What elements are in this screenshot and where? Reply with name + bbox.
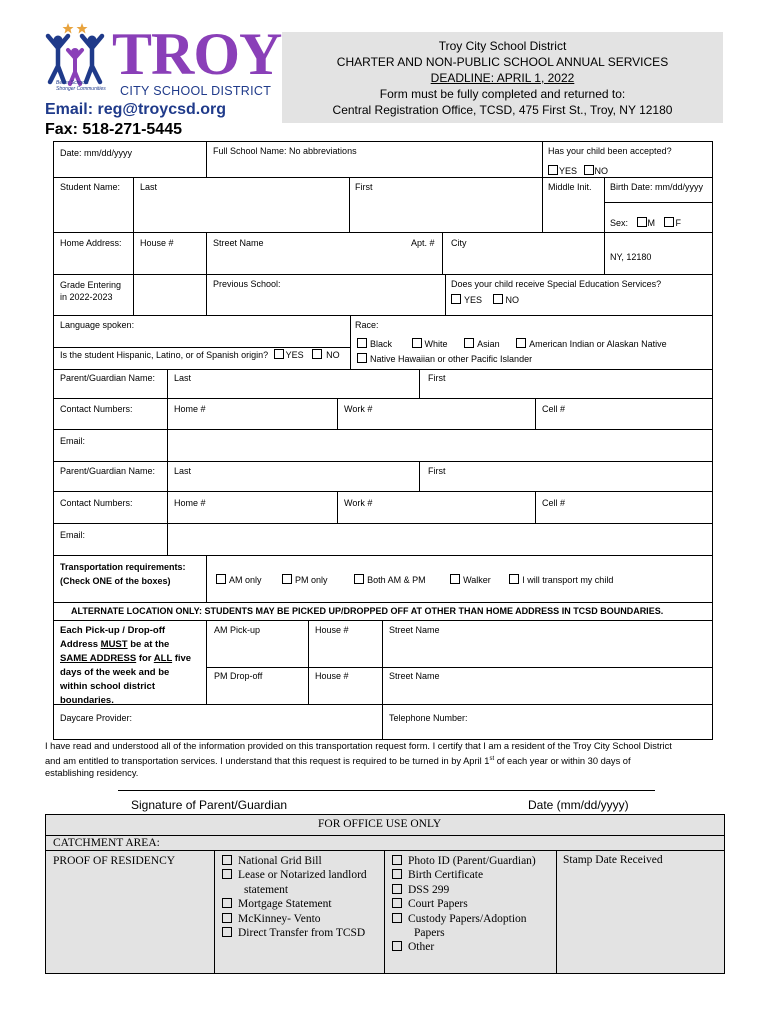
language-spoken-field[interactable]: Language spoken:: [60, 320, 135, 330]
house-number-field[interactable]: House #: [140, 238, 174, 248]
guardian1-first-field[interactable]: First: [428, 373, 446, 383]
city-field[interactable]: City: [451, 238, 467, 248]
transportation-label: Transportation requirements: (Check ONE of the boxes): [60, 562, 186, 586]
race-white-checkbox[interactable]: [412, 338, 422, 348]
sped-question: Does your child receive Special Education Services?: [451, 279, 662, 289]
hispanic-no-checkbox[interactable]: [312, 349, 322, 359]
telephone-field[interactable]: Telephone Number:: [389, 713, 468, 723]
mckinney-vento-checkbox[interactable]: [222, 913, 232, 923]
pm-dropoff-label: PM Drop-off: [214, 671, 263, 681]
first-name-field[interactable]: First: [355, 182, 373, 192]
race-options-2: Native Hawaiian or other Pacific Islander: [357, 353, 532, 364]
accepted-no-checkbox[interactable]: [584, 165, 594, 175]
certification-text: I have read and understood all of the information provided on this transportation request form. I certify that I am a resident of the Troy City School District and am entitled to transportation services. I understand that this request is required to be turned in by April 1st of each year or within 30 days of establishing residency.: [45, 741, 672, 779]
pickup-note: Each Pick-up / Drop-off Address MUST be at the SAME ADDRESS for ALL five days of the week and be within school district boundaries.: [60, 625, 192, 706]
logo-subtitle: CITY SCHOOL DISTRICT: [120, 84, 272, 98]
daycare-field[interactable]: Daycare Provider:: [60, 713, 133, 723]
am-house-field[interactable]: House #: [315, 625, 349, 635]
fax-contact: Fax: 518-271-5445: [45, 121, 182, 138]
email1-field[interactable]: Email:: [60, 436, 86, 446]
sex-options: Sex: M F: [610, 218, 682, 228]
proof-list-1: National Grid Bill Lease or Notarized landlord statement Mortgage Statement McKinney- Vento Direct Transfer from TCSD: [222, 854, 367, 940]
court-papers-checkbox[interactable]: [392, 898, 402, 908]
race-black-checkbox[interactable]: [357, 338, 367, 348]
dss-299-checkbox[interactable]: [392, 884, 402, 894]
logo-tagline-2: Stronger Communities: [56, 86, 106, 92]
date-signed-label: Date (mm/dd/yyyy): [528, 798, 629, 812]
guardian2-last-field[interactable]: Last: [174, 466, 192, 476]
am-only-checkbox[interactable]: [216, 574, 226, 584]
guardian2-first-field[interactable]: First: [428, 466, 446, 476]
accepted-options: YES NO: [548, 165, 608, 176]
birth-date-field[interactable]: Birth Date: mm/dd/yyyy: [610, 182, 704, 192]
last-name-field[interactable]: Last: [140, 182, 158, 192]
guardian2-label: Parent/Guardian Name:: [60, 466, 156, 476]
sped-yes-checkbox[interactable]: [451, 294, 461, 304]
stamp-date-label: Stamp Date Received: [563, 854, 663, 866]
accepted-question: Has your child been accepted?: [548, 146, 672, 156]
guardian1-last-field[interactable]: Last: [174, 373, 192, 383]
contact1-label: Contact Numbers:: [60, 404, 133, 414]
contact2-cell-field[interactable]: Cell #: [542, 498, 566, 508]
race-options: Black White Asian American Indian or Alaskan Native: [357, 338, 667, 349]
date-label: Date: mm/dd/yyyy: [60, 148, 133, 158]
sex-m-checkbox[interactable]: [637, 217, 647, 227]
sped-options: YES NO: [451, 294, 519, 305]
race-label: Race:: [355, 320, 379, 330]
contact1-cell-field[interactable]: Cell #: [542, 404, 566, 414]
race-asian-checkbox[interactable]: [464, 338, 474, 348]
signature-line[interactable]: [118, 790, 655, 791]
proof-residency-label: PROOF OF RESIDENCY: [53, 855, 176, 867]
self-transport-checkbox[interactable]: [509, 574, 519, 584]
signature-label: Signature of Parent/Guardian: [131, 798, 288, 812]
logo-name: TROY: [112, 21, 282, 87]
registration-form: [53, 141, 713, 740]
walker-checkbox[interactable]: [450, 574, 460, 584]
grade-entering-label: Grade Entering in 2022-2023: [60, 280, 122, 302]
proof-list-2: Photo ID (Parent/Guardian) Birth Certificate DSS 299 Court Papers Custody Papers/Adoption Papers Other: [392, 854, 536, 955]
both-checkbox[interactable]: [354, 574, 364, 584]
race-amind-checkbox[interactable]: [516, 338, 526, 348]
contact2-home-field[interactable]: Home #: [174, 498, 206, 508]
am-street-field[interactable]: Street Name: [389, 625, 440, 635]
pm-only-checkbox[interactable]: [282, 574, 292, 584]
alternate-location-heading: ALTERNATE LOCATION ONLY: STUDENTS MAY BE PICKED UP/DROPPED OFF AT OTHER THAN HOME ADDRESS IN TCSD BOUNDARIES.: [71, 606, 664, 616]
contact1-home-field[interactable]: Home #: [174, 404, 206, 414]
contact1-work-field[interactable]: Work #: [344, 404, 373, 414]
sex-f-checkbox[interactable]: [664, 217, 674, 227]
sped-no-checkbox[interactable]: [493, 294, 503, 304]
apt-field[interactable]: Apt. #: [411, 238, 435, 248]
contact2-work-field[interactable]: Work #: [344, 498, 373, 508]
header-deadline: DEADLINE: APRIL 1, 2022: [430, 71, 575, 85]
street-name-field[interactable]: Street Name: [213, 238, 264, 248]
guardian1-label: Parent/Guardian Name:: [60, 373, 156, 383]
pm-house-field[interactable]: House #: [315, 671, 349, 681]
race-hawaiian-checkbox[interactable]: [357, 353, 367, 363]
email2-field[interactable]: Email:: [60, 530, 86, 540]
logo-tagline: Better Schools: [56, 80, 89, 86]
state-zip: NY, 12180: [610, 252, 652, 262]
middle-initial-field[interactable]: Middle Init.: [548, 182, 592, 192]
school-name-label: Full School Name: No abbreviations: [213, 146, 357, 156]
email-contact: Email: reg@troycsd.org: [45, 101, 226, 118]
direct-transfer-checkbox[interactable]: [222, 927, 232, 937]
transport-options: AM only PM only Both AM & PM Walker I will transport my child: [216, 574, 613, 585]
header-box: [282, 32, 723, 123]
catchment-area-label: CATCHMENT AREA:: [53, 837, 160, 849]
header-title: CHARTER AND NON-PUBLIC SCHOOL ANNUAL SERVICES: [336, 55, 669, 69]
national-grid-checkbox[interactable]: [222, 855, 232, 865]
home-address-label: Home Address:: [60, 238, 122, 248]
birth-certificate-checkbox[interactable]: [392, 869, 402, 879]
pm-street-field[interactable]: Street Name: [389, 671, 440, 681]
am-pickup-label: AM Pick-up: [214, 625, 261, 635]
photo-id-checkbox[interactable]: [392, 855, 402, 865]
district-logo: [44, 20, 282, 100]
other-checkbox[interactable]: [392, 941, 402, 951]
office-use-box: [45, 814, 725, 974]
accepted-yes-checkbox[interactable]: [548, 165, 558, 175]
contact2-label: Contact Numbers:: [60, 498, 133, 508]
office-use-title: FOR OFFICE USE ONLY: [318, 818, 442, 830]
header-address: Central Registration Office, TCSD, 475 First St., Troy, NY 12180: [332, 103, 673, 117]
student-name-label: Student Name:: [60, 182, 121, 192]
header-district: Troy City School District: [438, 39, 567, 53]
header-instructions: Form must be fully completed and returned to:: [379, 87, 626, 101]
mortgage-checkbox[interactable]: [222, 898, 232, 908]
custody-papers-checkbox[interactable]: [392, 913, 402, 923]
hispanic-yes-checkbox[interactable]: [274, 349, 284, 359]
previous-school-field[interactable]: Previous School:: [213, 279, 281, 289]
hispanic-question: Is the student Hispanic, Latino, or of Spanish origin? YES NO: [60, 350, 340, 360]
lease-checkbox[interactable]: [222, 869, 232, 879]
